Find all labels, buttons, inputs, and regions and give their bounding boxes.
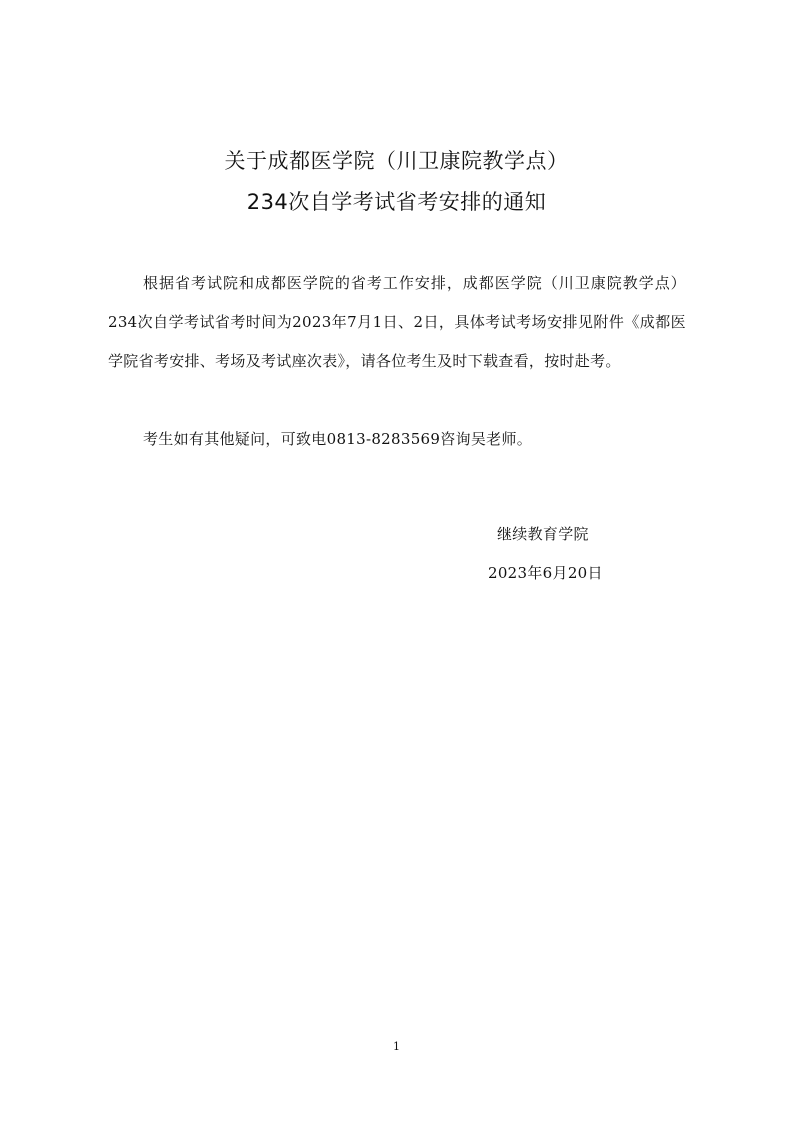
page-number: 1 (393, 1040, 400, 1053)
signature-date: 2023年6月20日 (488, 564, 603, 582)
notice-body-paragraph-1: 根据省考试院和成都医学院的省考工作安排，成都医学院（川卫康院教学点）234次自学考试省考时间为2023年7月1日、2日，具体考试考场安排见附件《成都医学院省考安排、考场及考试座次表》，请各位考生及时下载查看，按时赴考。 (108, 274, 686, 370)
notice-body-paragraph-2: 考生如有其他疑问，可致电0813-8283569咨询吴老师。 (143, 430, 533, 448)
signature-organization: 继续教育学院 (497, 525, 589, 543)
notice-title-line-1: 关于成都医学院（川卫康院教学点） (224, 149, 569, 173)
notice-title-line-2: 234次自学考试省考安排的通知 (246, 190, 547, 214)
